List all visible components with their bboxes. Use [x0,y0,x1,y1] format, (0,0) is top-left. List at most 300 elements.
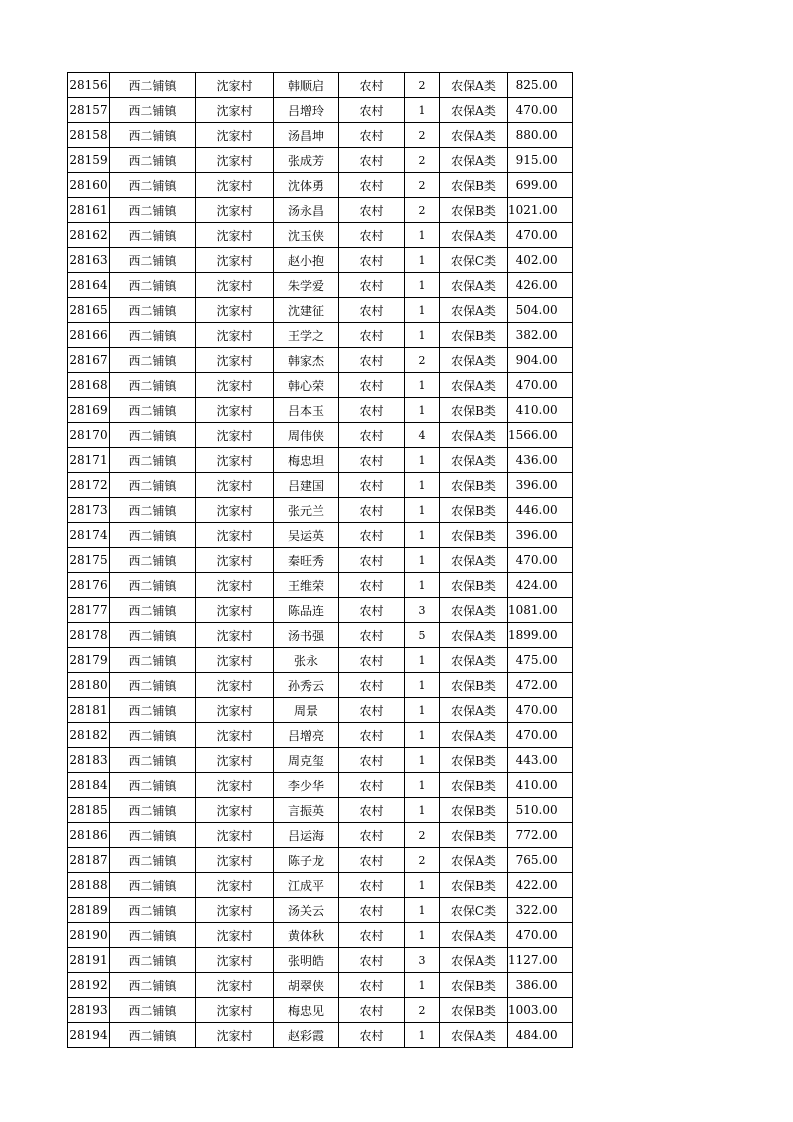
amount-cell: 322.00 [508,898,573,923]
type-cell: 农保A类 [440,298,508,323]
amount-cell: 1003.00 [508,998,573,1023]
person-name-cell: 周克玺 [274,748,339,773]
amount-cell: 880.00 [508,123,573,148]
amount-cell: 772.00 [508,823,573,848]
town-cell: 西二铺镇 [110,348,196,373]
type-cell: 农保B类 [440,173,508,198]
count-cell: 1 [405,923,440,948]
category-cell: 农村 [339,1023,405,1048]
count-cell: 1 [405,373,440,398]
town-cell: 西二铺镇 [110,548,196,573]
data-table [67,72,573,1048]
count-cell: 2 [405,848,440,873]
table-row [68,498,573,523]
type-cell: 农保A类 [440,723,508,748]
person-name-cell: 吕运海 [274,823,339,848]
type-cell: 农保A类 [440,548,508,573]
village-cell: 沈家村 [196,423,274,448]
row-id-cell: 28184 [68,773,110,798]
table-row [68,673,573,698]
row-id-cell: 28169 [68,398,110,423]
table-row [68,173,573,198]
amount-cell: 386.00 [508,973,573,998]
town-cell: 西二铺镇 [110,123,196,148]
village-cell: 沈家村 [196,148,274,173]
village-cell: 沈家村 [196,573,274,598]
row-id-cell: 28165 [68,298,110,323]
amount-cell: 402.00 [508,248,573,273]
village-cell: 沈家村 [196,748,274,773]
table-row [68,123,573,148]
amount-cell: 1566.00 [508,423,573,448]
amount-cell: 472.00 [508,673,573,698]
count-cell: 2 [405,348,440,373]
type-cell: 农保A类 [440,648,508,673]
type-cell: 农保A类 [440,98,508,123]
count-cell: 2 [405,73,440,98]
town-cell: 西二铺镇 [110,798,196,823]
count-cell: 1 [405,248,440,273]
amount-cell: 470.00 [508,98,573,123]
village-cell: 沈家村 [196,823,274,848]
person-name-cell: 梅忠见 [274,998,339,1023]
category-cell: 农村 [339,323,405,348]
village-cell: 沈家村 [196,248,274,273]
town-cell: 西二铺镇 [110,298,196,323]
count-cell: 1 [405,498,440,523]
table-row [68,73,573,98]
type-cell: 农保B类 [440,823,508,848]
count-cell: 1 [405,773,440,798]
type-cell: 农保A类 [440,448,508,473]
count-cell: 1 [405,673,440,698]
count-cell: 2 [405,148,440,173]
amount-cell: 699.00 [508,173,573,198]
category-cell: 农村 [339,673,405,698]
type-cell: 农保B类 [440,198,508,223]
town-cell: 西二铺镇 [110,98,196,123]
category-cell: 农村 [339,148,405,173]
category-cell: 农村 [339,223,405,248]
category-cell: 农村 [339,73,405,98]
type-cell: 农保B类 [440,673,508,698]
amount-cell: 396.00 [508,473,573,498]
count-cell: 1 [405,973,440,998]
table-row [68,448,573,473]
person-name-cell: 沈体勇 [274,173,339,198]
village-cell: 沈家村 [196,1023,274,1048]
row-id-cell: 28188 [68,873,110,898]
person-name-cell: 言振英 [274,798,339,823]
row-id-cell: 28180 [68,673,110,698]
village-cell: 沈家村 [196,398,274,423]
row-id-cell: 28182 [68,723,110,748]
village-cell: 沈家村 [196,673,274,698]
town-cell: 西二铺镇 [110,73,196,98]
category-cell: 农村 [339,898,405,923]
category-cell: 农村 [339,248,405,273]
type-cell: 农保B类 [440,973,508,998]
amount-cell: 1127.00 [508,948,573,973]
category-cell: 农村 [339,948,405,973]
person-name-cell: 汤书强 [274,623,339,648]
person-name-cell: 汤昌坤 [274,123,339,148]
category-cell: 农村 [339,773,405,798]
table-row [68,298,573,323]
amount-cell: 1899.00 [508,623,573,648]
person-name-cell: 张明皓 [274,948,339,973]
category-cell: 农村 [339,298,405,323]
count-cell: 2 [405,198,440,223]
person-name-cell: 吕本玉 [274,398,339,423]
row-id-cell: 28157 [68,98,110,123]
type-cell: 农保A类 [440,223,508,248]
amount-cell: 825.00 [508,73,573,98]
person-name-cell: 张元兰 [274,498,339,523]
person-name-cell: 汤永昌 [274,198,339,223]
count-cell: 1 [405,523,440,548]
person-name-cell: 沈建征 [274,298,339,323]
category-cell: 农村 [339,923,405,948]
town-cell: 西二铺镇 [110,848,196,873]
type-cell: 农保B类 [440,523,508,548]
town-cell: 西二铺镇 [110,148,196,173]
village-cell: 沈家村 [196,298,274,323]
category-cell: 农村 [339,698,405,723]
village-cell: 沈家村 [196,873,274,898]
type-cell: 农保A类 [440,923,508,948]
category-cell: 农村 [339,598,405,623]
type-cell: 农保B类 [440,873,508,898]
category-cell: 农村 [339,998,405,1023]
count-cell: 2 [405,123,440,148]
row-id-cell: 28167 [68,348,110,373]
count-cell: 1 [405,748,440,773]
category-cell: 农村 [339,348,405,373]
count-cell: 2 [405,998,440,1023]
person-name-cell: 汤关云 [274,898,339,923]
category-cell: 农村 [339,423,405,448]
category-cell: 农村 [339,748,405,773]
village-cell: 沈家村 [196,123,274,148]
count-cell: 1 [405,798,440,823]
category-cell: 农村 [339,398,405,423]
town-cell: 西二铺镇 [110,373,196,398]
count-cell: 1 [405,98,440,123]
table-row [68,523,573,548]
amount-cell: 470.00 [508,548,573,573]
village-cell: 沈家村 [196,998,274,1023]
village-cell: 沈家村 [196,173,274,198]
person-name-cell: 陈子龙 [274,848,339,873]
town-cell: 西二铺镇 [110,273,196,298]
village-cell: 沈家村 [196,723,274,748]
table-row [68,423,573,448]
table-body [68,73,573,1048]
amount-cell: 410.00 [508,773,573,798]
category-cell: 农村 [339,573,405,598]
category-cell: 农村 [339,823,405,848]
village-cell: 沈家村 [196,473,274,498]
table-row [68,223,573,248]
table-row [68,248,573,273]
row-id-cell: 28191 [68,948,110,973]
table-row [68,798,573,823]
row-id-cell: 28163 [68,248,110,273]
village-cell: 沈家村 [196,623,274,648]
person-name-cell: 周伟侠 [274,423,339,448]
type-cell: 农保C类 [440,248,508,273]
type-cell: 农保B类 [440,773,508,798]
person-name-cell: 吴运英 [274,523,339,548]
type-cell: 农保B类 [440,798,508,823]
count-cell: 1 [405,898,440,923]
count-cell: 1 [405,573,440,598]
town-cell: 西二铺镇 [110,823,196,848]
row-id-cell: 28156 [68,73,110,98]
type-cell: 农保A类 [440,73,508,98]
table-row [68,398,573,423]
village-cell: 沈家村 [196,923,274,948]
town-cell: 西二铺镇 [110,523,196,548]
table-row [68,698,573,723]
type-cell: 农保B类 [440,748,508,773]
town-cell: 西二铺镇 [110,198,196,223]
town-cell: 西二铺镇 [110,973,196,998]
village-cell: 沈家村 [196,898,274,923]
count-cell: 1 [405,448,440,473]
village-cell: 沈家村 [196,698,274,723]
count-cell: 5 [405,623,440,648]
amount-cell: 436.00 [508,448,573,473]
type-cell: 农保A类 [440,423,508,448]
village-cell: 沈家村 [196,448,274,473]
village-cell: 沈家村 [196,973,274,998]
town-cell: 西二铺镇 [110,623,196,648]
person-name-cell: 陈品连 [274,598,339,623]
row-id-cell: 28172 [68,473,110,498]
type-cell: 农保A类 [440,373,508,398]
village-cell: 沈家村 [196,73,274,98]
amount-cell: 510.00 [508,798,573,823]
town-cell: 西二铺镇 [110,923,196,948]
category-cell: 农村 [339,648,405,673]
amount-cell: 410.00 [508,398,573,423]
person-name-cell: 韩家杰 [274,348,339,373]
town-cell: 西二铺镇 [110,398,196,423]
amount-cell: 915.00 [508,148,573,173]
count-cell: 1 [405,398,440,423]
amount-cell: 470.00 [508,223,573,248]
amount-cell: 443.00 [508,748,573,773]
village-cell: 沈家村 [196,198,274,223]
town-cell: 西二铺镇 [110,698,196,723]
village-cell: 沈家村 [196,323,274,348]
type-cell: 农保A类 [440,598,508,623]
row-id-cell: 28186 [68,823,110,848]
amount-cell: 470.00 [508,723,573,748]
amount-cell: 470.00 [508,923,573,948]
amount-cell: 904.00 [508,348,573,373]
row-id-cell: 28194 [68,1023,110,1048]
town-cell: 西二铺镇 [110,773,196,798]
category-cell: 农村 [339,848,405,873]
row-id-cell: 28161 [68,198,110,223]
count-cell: 3 [405,948,440,973]
person-name-cell: 周景 [274,698,339,723]
type-cell: 农保A类 [440,1023,508,1048]
town-cell: 西二铺镇 [110,248,196,273]
village-cell: 沈家村 [196,348,274,373]
table-row [68,573,573,598]
row-id-cell: 28162 [68,223,110,248]
town-cell: 西二铺镇 [110,223,196,248]
row-id-cell: 28179 [68,648,110,673]
table-row [68,973,573,998]
count-cell: 1 [405,323,440,348]
village-cell: 沈家村 [196,373,274,398]
person-name-cell: 王维荣 [274,573,339,598]
type-cell: 农保B类 [440,473,508,498]
count-cell: 1 [405,223,440,248]
type-cell: 农保B类 [440,398,508,423]
person-name-cell: 江成平 [274,873,339,898]
village-cell: 沈家村 [196,848,274,873]
table-row [68,723,573,748]
town-cell: 西二铺镇 [110,948,196,973]
type-cell: 农保C类 [440,898,508,923]
person-name-cell: 朱学爱 [274,273,339,298]
person-name-cell: 沈玉侠 [274,223,339,248]
category-cell: 农村 [339,723,405,748]
type-cell: 农保A类 [440,698,508,723]
person-name-cell: 吕增玲 [274,98,339,123]
row-id-cell: 28160 [68,173,110,198]
category-cell: 农村 [339,548,405,573]
row-id-cell: 28158 [68,123,110,148]
person-name-cell: 梅忠坦 [274,448,339,473]
row-id-cell: 28187 [68,848,110,873]
row-id-cell: 28190 [68,923,110,948]
table-row [68,198,573,223]
category-cell: 农村 [339,873,405,898]
row-id-cell: 28185 [68,798,110,823]
table-row [68,873,573,898]
table-row [68,473,573,498]
category-cell: 农村 [339,623,405,648]
category-cell: 农村 [339,123,405,148]
person-name-cell: 吕增亮 [274,723,339,748]
table-row [68,773,573,798]
town-cell: 西二铺镇 [110,998,196,1023]
amount-cell: 504.00 [508,298,573,323]
type-cell: 农保B类 [440,998,508,1023]
village-cell: 沈家村 [196,798,274,823]
type-cell: 农保A类 [440,848,508,873]
table-row [68,848,573,873]
table-row [68,898,573,923]
row-id-cell: 28173 [68,498,110,523]
village-cell: 沈家村 [196,548,274,573]
table-row [68,148,573,173]
town-cell: 西二铺镇 [110,448,196,473]
village-cell: 沈家村 [196,498,274,523]
table-row [68,1023,573,1048]
row-id-cell: 28183 [68,748,110,773]
person-name-cell: 黄体秋 [274,923,339,948]
row-id-cell: 28189 [68,898,110,923]
row-id-cell: 28159 [68,148,110,173]
category-cell: 农村 [339,498,405,523]
table-row [68,948,573,973]
town-cell: 西二铺镇 [110,898,196,923]
table-row [68,623,573,648]
village-cell: 沈家村 [196,948,274,973]
table-row [68,648,573,673]
category-cell: 农村 [339,798,405,823]
town-cell: 西二铺镇 [110,1023,196,1048]
table-row [68,323,573,348]
table-row [68,548,573,573]
row-id-cell: 28181 [68,698,110,723]
row-id-cell: 28193 [68,998,110,1023]
village-cell: 沈家村 [196,223,274,248]
amount-cell: 382.00 [508,323,573,348]
town-cell: 西二铺镇 [110,723,196,748]
village-cell: 沈家村 [196,773,274,798]
type-cell: 农保B类 [440,498,508,523]
category-cell: 农村 [339,173,405,198]
count-cell: 1 [405,273,440,298]
amount-cell: 765.00 [508,848,573,873]
type-cell: 农保B类 [440,323,508,348]
count-cell: 1 [405,698,440,723]
table-row [68,348,573,373]
count-cell: 4 [405,423,440,448]
village-cell: 沈家村 [196,273,274,298]
type-cell: 农保A类 [440,273,508,298]
amount-cell: 426.00 [508,273,573,298]
category-cell: 农村 [339,473,405,498]
type-cell: 农保B类 [440,573,508,598]
category-cell: 农村 [339,973,405,998]
town-cell: 西二铺镇 [110,423,196,448]
town-cell: 西二铺镇 [110,573,196,598]
count-cell: 1 [405,648,440,673]
type-cell: 农保A类 [440,623,508,648]
category-cell: 农村 [339,448,405,473]
town-cell: 西二铺镇 [110,648,196,673]
count-cell: 1 [405,548,440,573]
person-name-cell: 赵彩霞 [274,1023,339,1048]
person-name-cell: 秦旺秀 [274,548,339,573]
town-cell: 西二铺镇 [110,323,196,348]
category-cell: 农村 [339,373,405,398]
village-cell: 沈家村 [196,98,274,123]
table-row [68,748,573,773]
table-row [68,823,573,848]
type-cell: 农保A类 [440,123,508,148]
row-id-cell: 28192 [68,973,110,998]
type-cell: 农保A类 [440,948,508,973]
amount-cell: 1081.00 [508,598,573,623]
row-id-cell: 28176 [68,573,110,598]
row-id-cell: 28178 [68,623,110,648]
person-name-cell: 李少华 [274,773,339,798]
person-name-cell: 胡翠侠 [274,973,339,998]
person-name-cell: 张成芳 [274,148,339,173]
town-cell: 西二铺镇 [110,673,196,698]
